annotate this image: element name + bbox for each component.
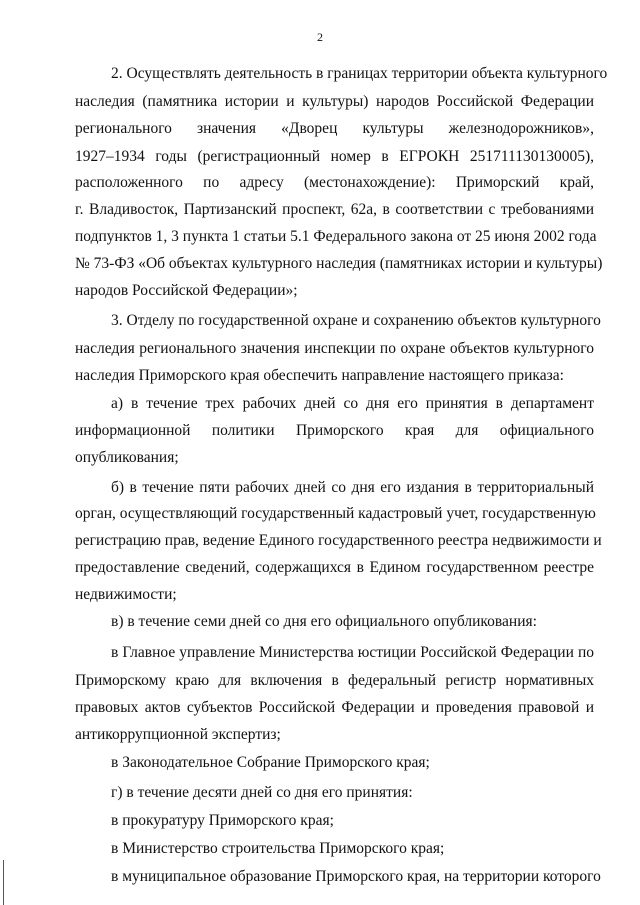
text-line: в Главное управление Министерства юстиции Российской Федерации по [111,644,594,661]
text-line: народов Российской Федерации»; [75,282,298,299]
text-line: в Министерство строительства Приморского края; [111,840,445,857]
text-line: 2. Осуществлять деятельность в границах территории объекта культурного [111,65,608,82]
text-line: орган, осуществляющий государственный кадастровый учет, государственную [75,505,596,522]
text-line: 1927–1934 годы (регистрационный номер в ЕГРОКН 251711130130005), [75,148,594,165]
text-line: антикоррупционной экспертиз; [75,726,281,743]
text-line: а) в течение трех рабочих дней со дня его принятия в департамент [111,395,594,412]
text-line: 3. Отделу по государственной охране и сохранению объектов культурного [111,312,601,329]
text-line: в муниципальное образование Приморского края, на территории которого [111,868,601,885]
scan-edge-mark [3,860,4,905]
text-line: в Законодательное Собрание Приморского края; [111,754,430,771]
page-number: 2 [317,30,323,44]
text-line: г) в течение десяти дней со дня его принятия: [111,784,413,801]
text-line: г. Владивосток, Партизанский проспект, 62а, в соответствии с требованиями [75,201,594,218]
text-line: наследия (памятника истории и культуры) народов Российской Федерации [75,93,594,110]
text-line: расположенного по адресу (местонахождение): Приморский край, [75,174,594,191]
text-line: регионального значения «Дворец культуры железнодорожников», [75,120,594,137]
text-line: недвижимости; [75,586,177,603]
text-line: предоставление сведений, содержащихся в Едином государственном реестре [75,559,594,576]
text-line: в прокуратуру Приморского края; [111,812,334,829]
text-line: правовых актов субъектов Российской Федерации и проведения правовой и [75,699,594,716]
text-line: Приморскому краю для включения в федеральный регистр нормативных [75,672,594,689]
text-line: подпунктов 1, 3 пункта 1 статьи 5.1 Федерального закона от 25 июня 2002 года [75,228,597,245]
text-line: в) в течение семи дней со дня его официального опубликования: [111,613,537,630]
text-line: наследия Приморского края обеспечить направление настоящего приказа: [75,367,564,384]
text-line: регистрацию прав, ведение Единого государственного реестра недвижимости и [75,532,602,549]
text-line: № 73-ФЗ «Об объектах культурного наследия (памятниках истории и культуры) [75,255,603,272]
text-line: опубликования; [75,449,179,466]
text-line: б) в течение пяти рабочих дней со дня его издания в территориальный [111,479,594,496]
text-line: информационной политики Приморского края для официального [75,422,594,439]
text-line: наследия регионального значения инспекции по охране объектов культурного [75,340,594,357]
